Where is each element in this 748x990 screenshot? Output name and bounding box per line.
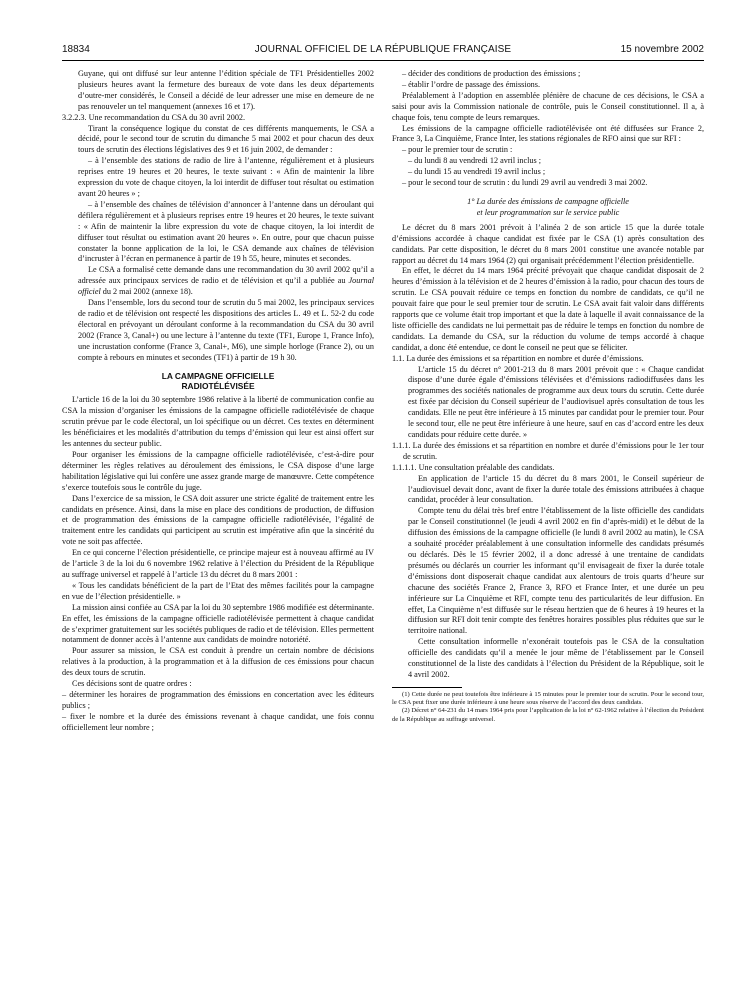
header-rule [62,60,704,61]
footnote: (1) Cette durée ne peut toutefois être inférieure à 15 minutes pour le premier tour de scrutin. Pour le second tour, le CSA peut fixer une durée inférieure à une heure sous réserve de l’accord des deux candidats. [392,690,704,707]
paragraph: Le CSA a formalisé cette demande dans une recommandation du 30 avril 2002 qu’il a adressée aux principaux services de radio et de télévision et qu’il a publiée au Journal officiel du 2 mai 2002 (annexe 18). [78,265,374,297]
paragraph: Les émissions de la campagne officielle radiotélévisée ont été diffusées sur France 2, France 3, La Cinquième, France Inter, les stations régionales de RFO ainsi que sur RFI : [392,123,704,144]
paragraph: Pour organiser les émissions de la campagne officielle radiotélévisée, c’est-à-dire pour déterminer les règles relatives au déroulement des émissions, le CSA dispose d’une large habilitation législative qui lui confère une assez grande marge de manœuvre. Cette compétence s’exerce toutefois sous le contrôle du juge. [62,450,374,492]
paragraph: Le décret du 8 mars 2001 prévoit à l’alinéa 2 de son article 15 que la durée totale d’émissions accordée à chaque candidat est fixée par le CSA (1) après consultation des candidats. Par cette disposition, le décret du 8 mars 2001 constitue une avancée notable par rapport au décret du 14 mars 1964 (2) qui organisait précédemment l’élection présidentielle. [392,222,704,265]
list-item: – déterminer les horaires de programmation des émissions en concertation avec les éditeurs publics ; [62,689,374,710]
paragraph: En application de l’article 15 du décret du 8 mars 2001, le Conseil supérieur de l’audiovisuel devait donc, avant de fixer la durée totale des émissions attribuées à chaque candidat, procéder à leur consultation. [408,473,704,505]
footnote-rule [392,687,462,688]
list-item: – décider des conditions de production des émissions ; [402,69,581,78]
list-item: – du lundi 15 au vendredi 19 avril inclus ; [408,167,546,177]
subsection-title: 1° La durée des émissions de campagne officielle et leur programmation sur le service public [467,196,629,217]
journal-officiel-italic: Journal officiel [78,276,374,297]
page-header [62,44,704,58]
paragraph: La mission ainsi confiée au CSA par la loi du 30 septembre 1986 modifiée est déterminante. En effet, les émissions de la campagne officielle radiotélévisée permettent à chaque candidat de s’exprimer gratuitement sur les sociétés publiques de radio et de télévision. Elles permettent notamment de donner accès à l’antenne aux candidats de moindre notoriété. [62,602,374,645]
list-item: – du lundi 8 au vendredi 12 avril inclus ; [408,156,542,166]
paragraph: En effet, le décret du 14 mars 1964 précité prévoyait que chaque candidat disposait de 2 heures d’émission à la télévision et de 2 heures d’émission à la radio, pour chacun des tours de scrutin. Le CSA pouvait réduire ce temps en fonction du nombre de candidats, ce qu’il ne pouvait faire que pour le seul premier tour de scrutin. Le CSA avait fait valoir dans différents rapports que ce volume était trop important et que la date à laquelle il avait connaissance de la liste officielle des candidats ne lui permettait pas de réduire le temps en fonction du nombre de candidats. La demande du CSA, sur la réduction du volume de temps accordé à chaque candidat, a donc été entendue, ce dont le conseil ne peut que se féliciter. [392,266,704,352]
subsection-heading: 1.1.1. La durée des émissions et sa répartition en nombre et durée d’émissions pour le 1er tour de scrutin. [392,440,704,461]
subsection-heading: 3.2.2.3. Une recommandation du CSA du 30 avril 2002. [62,112,246,122]
paragraph: Dans l’exercice de sa mission, le CSA doit assurer une stricte égalité de traitement entre les candidats en présence. Ainsi, dans la mise en place des conditions de production, de diffusion et de programmation des émissions de la campagne officielle radiotélévisée, l’égalité de traitement entre les candidats qui participent au scrutin est impérative afin que la sincérité du vote ne soit pas affectée. [62,493,374,547]
left-column [62,69,374,734]
list-item: – à l’ensemble des stations de radio de lire à l’antenne, régulièrement et à plusieurs reprises entre 19 heures et 20 heures, le texte suivant : « Afin de maintenir la libre expression du vote de chaque citoyen, la loi interdit de diffuser tout résultat ou estimation avant 20 heures » ; [78,156,374,198]
list-item: – à l’ensemble des chaînes de télévision d’annoncer à l’antenne dans un déroulant qui défilera régulièrement et à plusieurs reprises entre 19 heures et 20 heures, le texte suivant : « Afin de maintenir la libre expression du vote de chaque citoyen, la loi interdit de diffuser tout résultat ou estimation avant 20 heures ». En outre, pour que chacun puisse constater la bonne application de la loi, le CSA demande aux chaînes de télévision d’incruster à l’écran en permanence à partir de 19 h 55, heure, minutes et secondes. [78,199,374,264]
paragraph: En ce qui concerne l’élection présidentielle, ce principe majeur est à nouveau affirmé au IV de l’article 3 de la loi du 6 novembre 1962 relative à l’élection du Président de la République au suffrage universel et rappelé à l’article 13 du décret du 8 mars 2001 : [62,548,374,579]
paragraph: Pour assurer sa mission, le CSA est conduit à prendre un certain nombre de décisions relatives à la production, à la programmation et à la diffusion de ces émissions pour chacun des deux tours de scrutin. [62,646,374,678]
list-item: – fixer le nombre et la durée des émissions revenant à chaque candidat, une fois connu officiellement leur nombre ; [62,711,374,732]
list-item: – pour le premier tour de scrutin : [402,145,513,155]
quote: « Tous les candidats bénéficient de la part de l’Etat des mêmes facilités pour la campagne en vue de l’élection présidentielle. » [62,580,374,601]
right-column [392,69,704,724]
list-item: – établir l’ordre de passage des émissions. [402,79,541,89]
quoted-article: L’article 15 du décret n° 2001-213 du 8 mars 2001 prévoit que : « Chaque candidat dispose d’une durée égale d’émissions télévisées et d’émissions radiodiffusées dans les programmes des sociétés nationales de programme aux deux tours du scrutin. Cette durée est fixée par décision du Conseil supérieur de l’audiovisuel après consultation de tous les candidats. Elle ne peut être inférieure à 15 minutes par candidat pour le premier tour. Pour le second tour, elle ne peut être inférieure à une heure, sauf en cas d’accord entre les deux candidats pour réduire cette durée. » [408,364,704,439]
paragraph: Tirant la conséquence logique du constat de ces différents manquements, le CSA a décidé, pour le second tour de scrutin du dimanche 5 mai 2002 et pour chacun des deux tours de scrutin des élections législatives des 9 et 16 juin 2002, de demander : [78,123,374,155]
subsection-heading: 1.1. La durée des émissions et sa répartition en nombre et durée d’émissions. [392,353,644,363]
list-item: – pour le second tour de scrutin : du lundi 29 avril au vendredi 3 mai 2002. [402,178,648,188]
paragraph: Guyane, qui ont diffusé sur leur antenne l’édition spéciale de TF1 Présidentielles 2002 plusieurs heures avant la fermeture des bureaux de vote dans les deux départements d’outre-mer considérés, le Conseil a décidé de leur adresser une mise en demeure de ne pas renouveler un tel manquement (annexes 16 et 17). [78,69,374,111]
paragraph: Cette consultation informelle n’exonérait toutefois pas le CSA de la consultation officielle des candidats qu’il a menée le jour même de l’établissement par le Conseil constitutionnel de la liste des candidats à l’élection du Président de la République, soit le 4 avril 2002. [408,637,704,679]
subsection-heading: 1.1.1.1. Une consultation préalable des candidats. [392,462,555,472]
journal-title: JOURNAL OFFICIEL DE LA RÉPUBLIQUE FRANÇAISE [254,44,512,55]
paragraph: Ces décisions sont de quatre ordres : [72,679,192,689]
issue-date: 15 novembre 2002 [620,44,704,55]
paragraph: Dans l’ensemble, lors du second tour de scrutin du 5 mai 2002, les principaux services de radio et de télévision ont respecté les dispositions des articles L. 49 et L. 52-2 du code électoral en prévoyant un déroulant conforme à la recommandation du CSA du 30 avril 2002 (France 3, Canal+) ou une lecture à l’antenne du texte (TF1, Europe 1, France Info), une incrustation conforme (France 3, Canal+, M6), une simple horloge (France 2), ou un compte à rebours en minutes et secondes (TF1) à partir de 19 h 30. [78,298,374,362]
paragraph: Préalablement à l’adoption en assemblée plénière de chacune de ces décisions, le CSA a saisi pour avis la Commission nationale de contrôle, puis le Conseil constitutionnel. Il a, à chaque fois, tenu compte de leurs remarques. [392,90,704,122]
footnote: (2) Décret n° 64-231 du 14 mars 1964 pris pour l’application de la loi n° 62-1962 relative à l’élection du Président de la République au suffrage universel. [392,707,704,723]
page-number: 18834 [62,44,90,55]
paragraph: Compte tenu du délai très bref entre l’établissement de la liste officielle des candidats par le Conseil constitutionnel (le jeudi 4 avril 2002 en fin d’après-midi) et le début de la diffusion des émissions de la campagne officielle (le lundi 8 avril 2002 au matin), le CSA a souhaité procéder préalablement à une consultation informelle des candidats présumés ou déclarés. Dès le 15 février 2002, il a donc adressé à une trentaine de candidats présumés ou déclarés un courrier les informant qu’il envisageait de fixer la durée totale d’émissions dont disposerait chaque candidat aux alentours de trois quarts d’heure sur chacune des sociétés France 2, France 3, RFO et France Inter, et une durée un peu inférieure sur La Cinquième et RFI, compte tenu des particularités de leur diffusion. En effet, La Cinquième n’est diffusée sur le réseau hertzien que de 6 heures à 19 heures et la diffusion sur RFI doit tenir compte des fenêtres horaires possibles plus réduites que sur le territoire national. [408,506,704,636]
section-title: LA CAMPAGNE OFFICIELLE RADIOTÉLÉVISÉE [161,371,275,392]
paragraph: L’article 16 de la loi du 30 septembre 1986 relative à la liberté de communication confie au CSA la mission d’organiser les émissions de la campagne officielle radiotélévisée de chaque scrutin prévue par le code électoral, un loi spécifique ou un décret. Ces textes en déterminent les bénéficiaires et les modalités d’attribution du temps d’émission qui leur est ainsi offert sur les antennes du secteur public. [62,395,374,449]
